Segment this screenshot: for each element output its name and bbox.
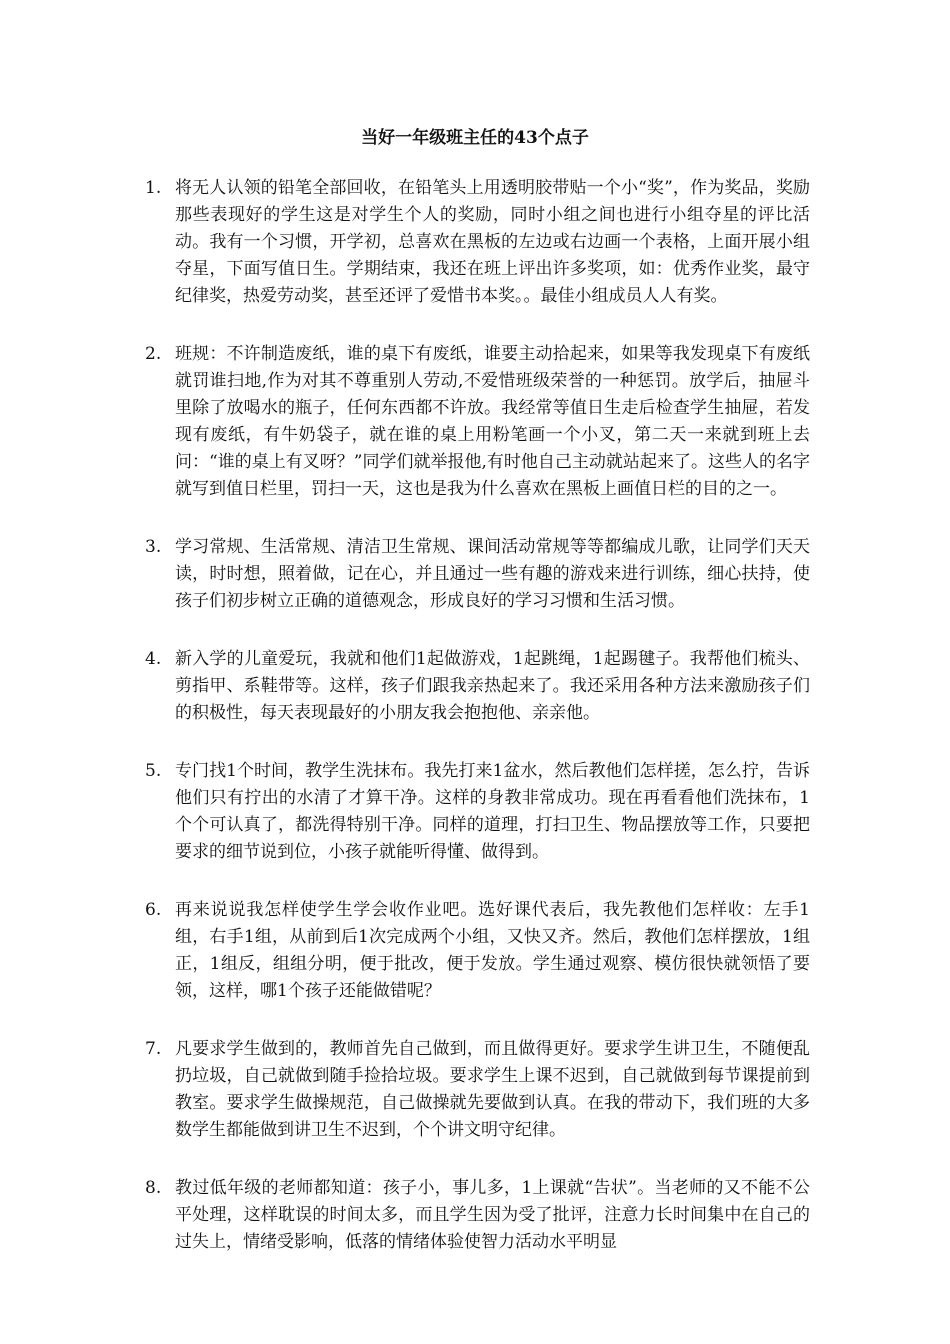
item-number: 1. bbox=[145, 178, 162, 198]
item-text: 凡要求学生做到的，教师首先自己做到，而且做得更好。要求学生讲卫生，不随便乱扔垃圾，自己就做到随手捡拾垃圾。要求学生上课不迟到，自己就做到每节课提前到教室。要求学生做操规范，自己做操就先要做到认真。在我的带动下，我们班的大多数学生都能做到讲卫生不迟到，个个讲文明守纪律。 bbox=[175, 1039, 810, 1140]
item-text: 教过低年级的老师都知道：孩子小，事儿多，1上课就“告状”。当老师的又不能不公平处理，这样耽误的时间太多，而且学生因为受了批评，注意力长时间集中在自己的过失上，情绪受影响，低落的情绪体验使智力活动水平明显 bbox=[175, 1178, 810, 1252]
list-item bbox=[145, 341, 810, 503]
item-text: 新入学的儿童爱玩，我就和他们1起做游戏，1起跳绳，1起踢毽子。我帮他们梳头、剪指甲、系鞋带等。这样，孩子们跟我亲热起来了。我还采用各种方法来激励孩子们的积极性，每天表现最好的小朋友我会抱抱他、亲亲他。 bbox=[175, 649, 810, 723]
list-item bbox=[145, 897, 810, 1005]
list-item bbox=[145, 1036, 810, 1144]
item-number: 3. bbox=[145, 537, 162, 557]
item-number: 8. bbox=[145, 1178, 162, 1198]
item-text: 专门找1个时间，教学生洗抹布。我先打来1盆水，然后教他们怎样搓，怎么拧，告诉他们只有拧出的水清了才算干净。这样的身教非常成功。现在再看看他们洗抹布，1个个可认真了，都洗得特别干净。同样的道理，打扫卫生、物品摆放等工作，只要把要求的细节说到位，小孩子就能听得懂、做得到。 bbox=[175, 761, 810, 862]
item-number: 4. bbox=[145, 649, 162, 669]
list-item bbox=[145, 534, 810, 615]
tips-list bbox=[145, 175, 810, 1287]
list-item bbox=[145, 646, 810, 727]
document-title: 当好一年级班主任的43个点子 bbox=[361, 128, 589, 148]
list-item bbox=[145, 175, 810, 310]
item-text: 再来说说我怎样使学生学会收作业吧。选好课代表后，我先教他们怎样收：左手1组，右手1组，从前到后1次完成两个小组，又快又齐。然后，教他们怎样摆放，1组正，1组反，组组分明，便于批改，便于发放。学生通过观察、模仿很快就领悟了要领，这样，哪1个孩子还能做错呢？ bbox=[175, 900, 810, 1001]
item-text: 班规：不许制造废纸，谁的桌下有废纸，谁要主动拾起来，如果等我发现桌下有废纸就罚谁扫地,作为对其不尊重别人劳动,不爱惜班级荣誉的一种惩罚。放学后，抽屉斗里除了放喝水的瓶子，任何东西都不许放。我经常等值日生走后检查学生抽屉，若发现有废纸，有牛奶袋子，就在谁的桌上用粉笔画一个小叉，第二天一来就到班上去问：“谁的桌上有叉呀？”同学们就举报他,有时他自己主动就站起来了。这些人的名字就写到值日栏里，罚扫一天，这也是我为什么喜欢在黑板上画值日栏的目的之一。 bbox=[175, 344, 810, 499]
item-number: 6. bbox=[145, 900, 162, 920]
item-number: 5. bbox=[145, 761, 162, 781]
item-number: 2. bbox=[145, 344, 162, 364]
item-text: 学习常规、生活常规、清洁卫生常规、课间活动常规等等都编成儿歌，让同学们天天读，时时想，照着做，记在心，并且通过一些有趣的游戏来进行训练，细心扶持，使孩子们初步树立正确的道德观念，形成良好的学习习惯和生活习惯。 bbox=[175, 537, 810, 611]
item-text: 将无人认领的铅笔全部回收，在铅笔头上用透明胶带贴一个小“奖”，作为奖品，奖励那些表现好的学生这是对学生个人的奖励，同时小组之间也进行小组夺星的评比活动。我有一个习惯，开学初，总喜欢在黑板的左边或右边画一个表格，上面开展小组夺星，下面写值日生。学期结束，我还在班上评出许多奖项，如：优秀作业奖，最守纪律奖，热爱劳动奖，甚至还评了爱惜书本奖。。最佳小组成员人人有奖。 bbox=[175, 178, 810, 306]
item-number: 7. bbox=[145, 1039, 162, 1059]
list-item bbox=[145, 758, 810, 866]
list-item bbox=[145, 1175, 810, 1256]
